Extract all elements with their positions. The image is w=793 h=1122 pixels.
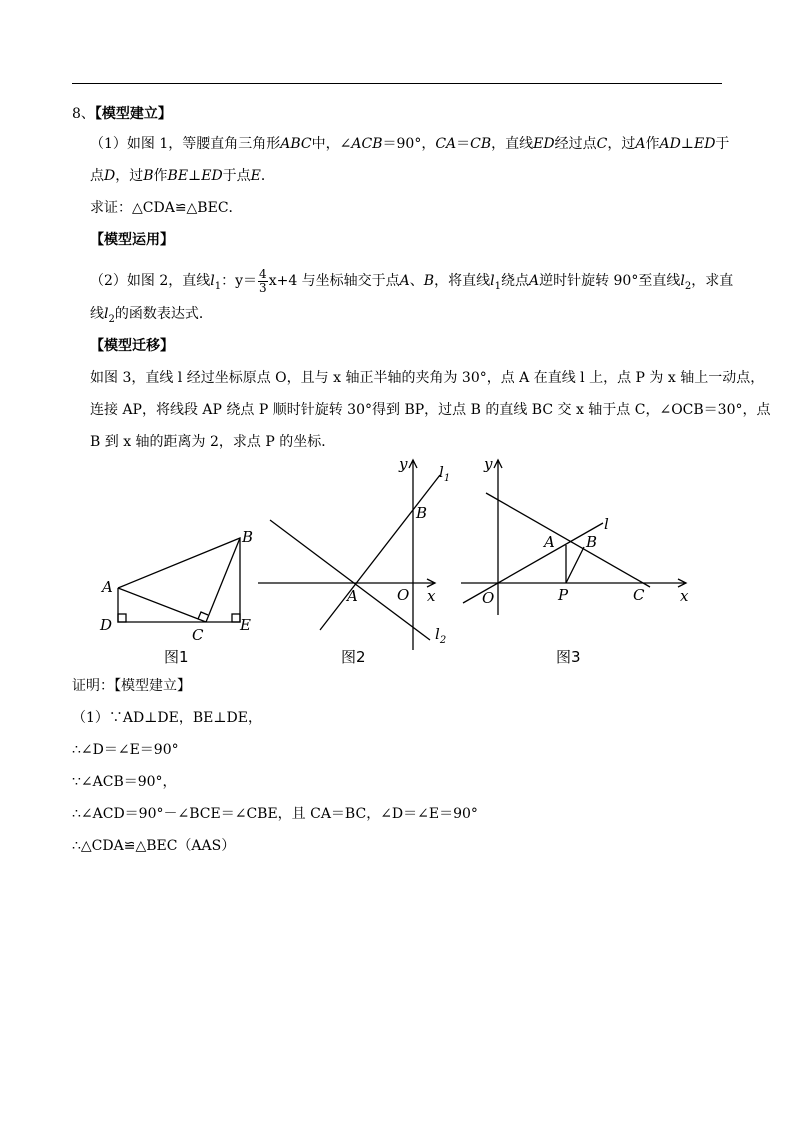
solution-line-1: （1）∵AD⊥DE，BE⊥DE， — [72, 710, 262, 726]
fig3-label-c: C — [633, 586, 645, 604]
fig1-label-e: E — [240, 616, 251, 634]
fig2-caption: 图2 — [341, 648, 366, 666]
fig2-label-a: A — [347, 587, 358, 605]
fig2-line-l2 — [270, 520, 430, 640]
fig1-segment-ac — [118, 588, 206, 622]
fig1-segment-bc — [206, 538, 240, 622]
fig3-label-o: O — [482, 589, 495, 607]
fig3-label-p: P — [558, 586, 569, 604]
solution-line-5: ∴△CDA≌△BEC（AAS） — [72, 838, 236, 854]
fig1-label-c: C — [192, 626, 204, 644]
fig1-label-d: D — [100, 616, 113, 634]
fig2-label-l1: $l_1$ — [439, 463, 451, 484]
fig1-right-angle-d — [118, 614, 126, 622]
fig2-line-l1 — [320, 475, 440, 630]
fig2-label-l2: $l_2$ — [435, 625, 447, 646]
fig3-label-l: l — [604, 515, 609, 533]
header-rule — [72, 83, 722, 84]
problem-part3-line1: 如图 3，直线 l 经过坐标原点 O，且与 x 轴正半轴的夹角为 30°，点 A 在直线 l 上，点 P 为 x 轴上一动点， — [90, 370, 765, 386]
figure-1 — [90, 520, 270, 670]
solution-line-3: ∵∠ACB＝90°， — [72, 774, 177, 790]
figure-3 — [458, 455, 698, 670]
problem-part3-line3: B 到 x 轴的距离为 2，求点 P 的坐标． — [90, 434, 336, 450]
fig2-label-b: B — [416, 504, 428, 522]
problem-title: 8、【模型建立】 — [72, 106, 172, 122]
fig1-label-a: A — [102, 578, 113, 596]
problem-part1-line2: 点D，过B作BE⊥ED于点E． — [90, 168, 275, 184]
fig3-label-x: x — [680, 587, 689, 605]
fig1-caption: 图1 — [164, 648, 189, 666]
problem-part2-line1: （2）如图 2，直线$l_1$：y＝ $\frac{4}{3}$ x+4 与坐标轴交于点A、B，将直线$l_1$绕点A逆时针旋转 90°至直线$l_2$，求直 — [90, 266, 734, 295]
fig1-right-angle-c — [198, 612, 208, 619]
fig1-outline — [118, 538, 240, 622]
problem-part3-line2: 连接 AP，将线段 AP 绕点 P 顺时针旋转 30°得到 BP，过点 B 的直线 BC 交 x 轴于点 C，∠OCB＝30°，点 — [90, 402, 771, 418]
fig2-label-x: x — [427, 587, 436, 605]
problem-part2-line2: 线$l_2$的函数表达式． — [90, 306, 213, 325]
fig2-label-y: y — [399, 455, 408, 473]
fig3-segment-bp — [566, 547, 584, 583]
fig3-line-bc — [486, 493, 650, 587]
section-model-transfer: 【模型迁移】 — [90, 338, 174, 354]
solution-header: 证明：【模型建立】 — [72, 678, 191, 694]
fig3-caption: 图3 — [556, 648, 581, 666]
fig2-label-o: O — [397, 586, 410, 604]
problem-prove-statement: 求证：△CDA≌△BEC． — [90, 200, 243, 216]
fraction-4-3: $\frac{4}{3}$ — [259, 266, 267, 295]
fig1-right-angle-e — [232, 614, 240, 622]
fig3-label-a: A — [544, 533, 555, 551]
figure-2 — [255, 455, 455, 670]
fig3-label-b: B — [586, 533, 598, 551]
section-model-use: 【模型运用】 — [90, 232, 174, 248]
solution-line-4: ∴∠ACD＝90°－∠BCE＝∠CBE，且 CA＝BC，∠D＝∠E＝90° — [72, 806, 478, 822]
fig3-label-y: y — [484, 455, 493, 473]
problem-part1-line1: （1）如图 1，等腰直角三角形ABC中，∠ACB＝90°，CA＝CB，直线ED经过点C，过A作AD⊥ED于 — [90, 136, 730, 152]
fig1-label-b: B — [242, 528, 254, 546]
solution-line-2: ∴∠D＝∠E＝90° — [72, 742, 179, 758]
